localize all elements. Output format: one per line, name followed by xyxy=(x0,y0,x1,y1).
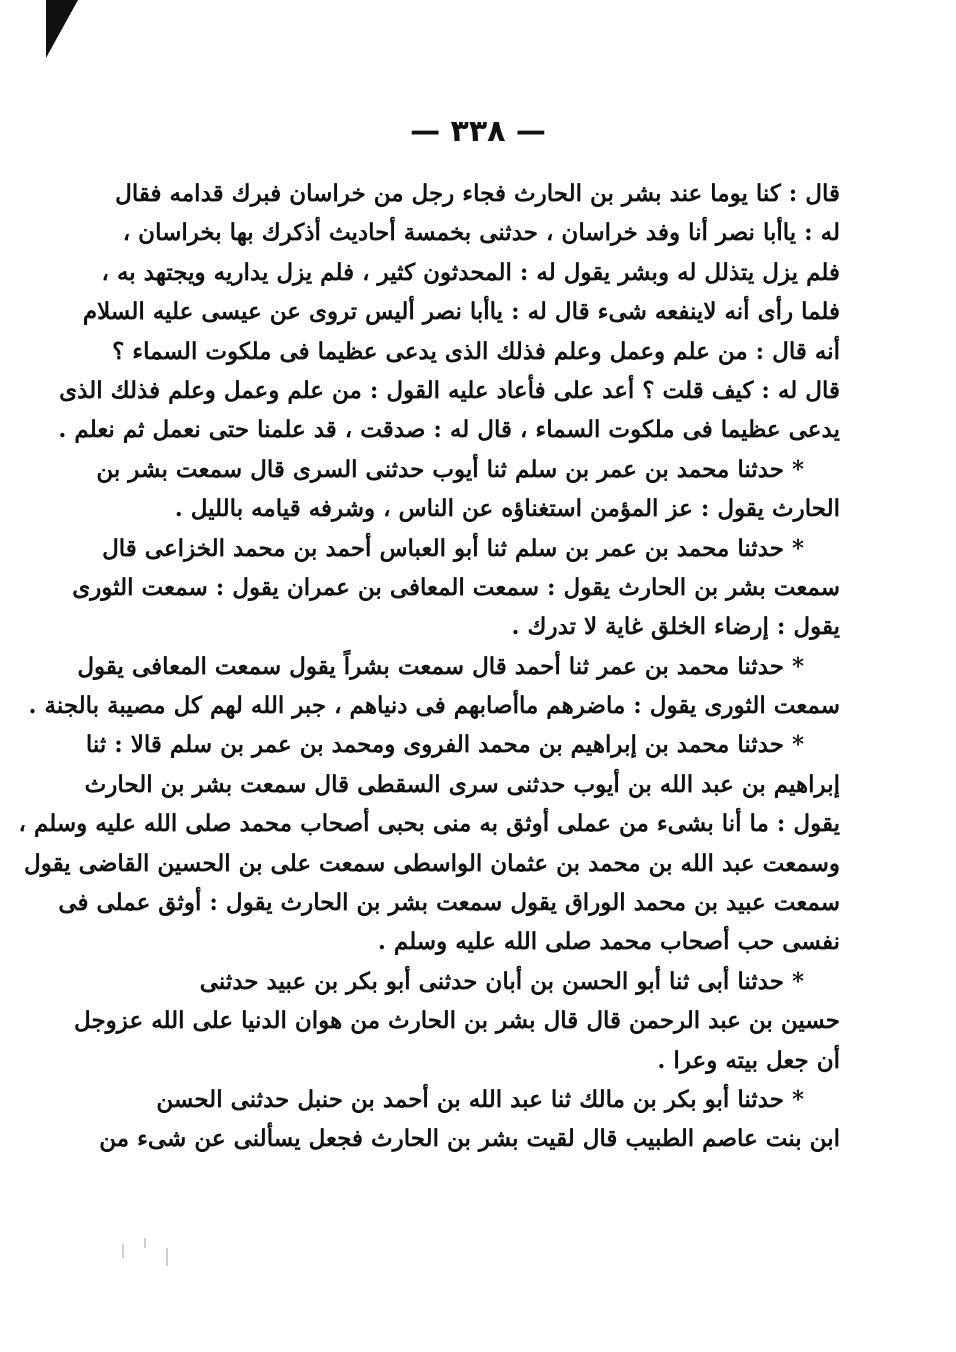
text-line: يقول : ما أنا بشىء من عملى أوثق به منى بحبى أصحاب محمد صلى الله عليه وسلم ، xyxy=(18,810,840,838)
text-line: ابن بنت عاصم الطبيب قال لقيت بشر بن الحارث فجعل يسألنى عن شىء من xyxy=(99,1125,840,1153)
text-line: قال له : كيف قلت ؟ أعد على فأعاد عليه القول : من علم وعمل وعلم فذلك الذى xyxy=(59,376,840,404)
text-line: حسين بن عبد الرحمن قال قال بشر بن الحارث من هوان الدنيا على الله عزوجل xyxy=(74,1007,840,1035)
text-line: * حدثنا محمد بن عمر بن سلم ثنا أيوب حدثنى السرى قال سمعت بشر بن xyxy=(96,455,804,483)
scan-artifacts xyxy=(118,1238,178,1278)
text-line: يقول : إرضاء الخلق غاية لا تدرك . xyxy=(511,613,840,641)
text-line: * حدثنا محمد بن إبراهيم بن محمد الفروى ومحمد بن عمر بن سلم قالا : ثنا xyxy=(85,731,804,759)
text-line: سمعت الثورى يقول : ماضرهم ماأصابهم فى دنياهم ، جبر الله لهم كل مصيبة بالجنة . xyxy=(28,692,840,720)
text-line: إبراهيم بن عبد الله بن أيوب حدثنى سرى السقطى قال سمعت بشر بن الحارث xyxy=(84,770,840,798)
text-line: أنه قال : من علم وعمل وعلم فذلك الذى يدعى عظيما فى ملكوت السماء ؟ xyxy=(112,337,840,365)
text-line: له : ياأبا نصر أنا وفد خراسان ، حدثنى بخمسة أحاديث أذكرك بها بخراسان ، xyxy=(122,219,840,247)
text-line: الحارث يقول : عز المؤمن استغناؤه عن الناس ، وشرفه قيامه بالليل . xyxy=(174,495,840,523)
scan-corner-mark xyxy=(46,0,78,58)
text-line: قال : كنا يوما عند بشر بن الحارث فجاء رجل من خراسان فبرك قدامه فقال xyxy=(115,180,840,207)
text-line: فلم يزل يتذلل له وبشر يقول له : المحدثون كثير ، فلم يزل يداريه ويجتهد به ، xyxy=(101,258,840,286)
text-line: أن جعل بيته وعرا . xyxy=(657,1046,840,1074)
text-line: * حدثنا أبو بكر بن مالك ثنا عبد الله بن أحمد بن حنبل حدثنى الحسن xyxy=(156,1085,804,1113)
text-line: سمعت عبيد بن محمد الوراق يقول سمعت بشر بن الحارث يقول : أوثق عملى فى xyxy=(58,889,840,917)
page-number: — ٣٣٨ — xyxy=(410,114,546,149)
text-line: فلما رأى أنه لاينفعه شىء قال له : ياأبا نصر أليس تروى عن عيسى عليه السلام xyxy=(82,298,840,326)
text-line: يدعى عظيما فى ملكوت السماء ، قال له : صدقت ، قد علمنا حتى نعمل ثم نعلم . xyxy=(58,416,840,444)
text-line: * حدثنا محمد بن عمر بن سلم ثنا أبو العباس أحمد بن محمد الخزاعى قال xyxy=(102,534,804,562)
text-line: * حدثنا أبى ثنا أبو الحسن بن أبان حدثنى أبو بكر بن عبيد حدثنى xyxy=(199,967,804,995)
text-line: سمعت بشر بن الحارث يقول : سمعت المعافى بن عمران يقول : سمعت الثورى xyxy=(72,573,840,601)
text-line: * حدثنا محمد بن عمر ثنا أحمد قال سمعت بشراً يقول سمعت المعافى يقول xyxy=(77,652,804,680)
body-text xyxy=(18,174,840,1159)
text-line: وسمعت عبد الله بن محمد بن عثمان الواسطى سمعت على بن الحسين القاضى يقول xyxy=(24,849,840,877)
text-line: نفسى حب أصحاب محمد صلى الله عليه وسلم . xyxy=(377,928,840,956)
